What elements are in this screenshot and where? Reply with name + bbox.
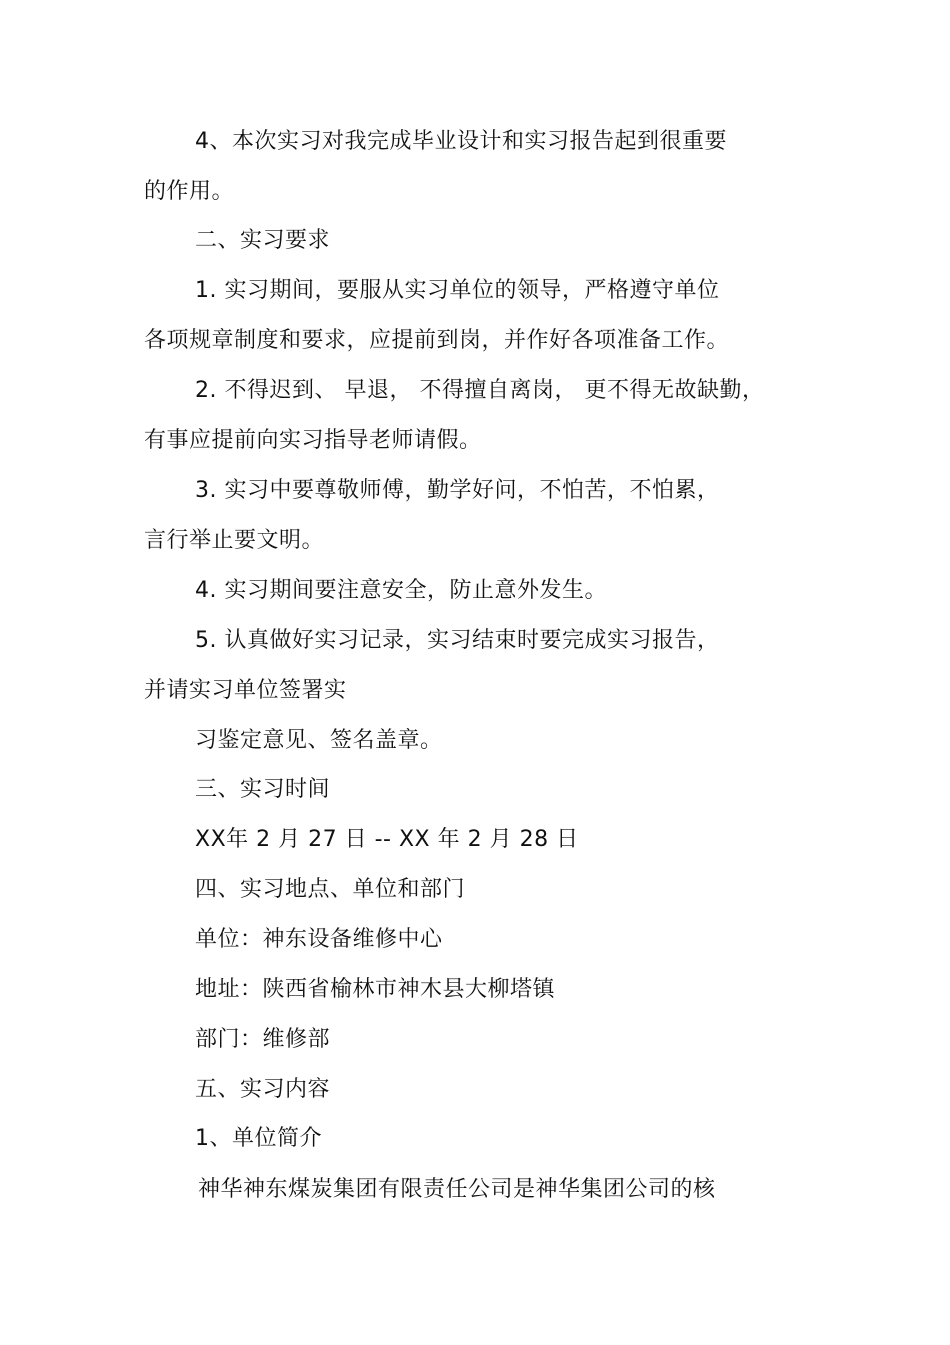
paragraph-line: 习鉴定意见、签名盖章。 <box>195 728 443 753</box>
list-item: 5. 认真做好实习记录，实习结束时要完成实习报告， <box>195 628 720 653</box>
paragraph-line: 4、本次实习对我完成毕业设计和实习报告起到很重要 <box>195 129 727 154</box>
section-heading: 五、实习内容 <box>195 1077 331 1102</box>
paragraph-line: 神华神东煤炭集团有限责任公司是神华集团公司的核 <box>198 1177 716 1202</box>
paragraph-line: 各项规章制度和要求，应提前到岗，并作好各项准备工作。 <box>144 328 730 353</box>
paragraph-line: 的作用。 <box>144 179 235 204</box>
unit-line: 单位：神东设备维修中心 <box>195 927 443 952</box>
subsection-heading: 1、单位简介 <box>195 1126 322 1151</box>
paragraph-line: 言行举止要文明。 <box>144 528 325 553</box>
list-item: 2. 不得迟到、 早退， 不得擅自离岗， 更不得无故缺勤， <box>195 378 765 403</box>
address-line: 地址：陕西省榆林市神木县大柳塔镇 <box>195 977 556 1002</box>
section-heading: 三、实习时间 <box>195 777 331 802</box>
department-line: 部门：维修部 <box>195 1027 331 1052</box>
list-item: 1. 实习期间，要服从实习单位的领导，严格遵守单位 <box>195 278 720 303</box>
paragraph-line: 有事应提前向实习指导老师请假。 <box>144 428 482 453</box>
section-heading: 四、实习地点、单位和部门 <box>195 877 466 902</box>
section-heading: 二、实习要求 <box>195 228 331 253</box>
date-range: XX年 2 月 27 日 -- XX 年 2 月 28 日 <box>195 827 579 852</box>
list-item: 4. 实习期间要注意安全，防止意外发生。 <box>195 578 607 603</box>
paragraph-line: 并请实习单位签署实 <box>144 678 347 703</box>
list-item: 3. 实习中要尊敬师傅，勤学好问，不怕苦，不怕累， <box>195 478 720 503</box>
